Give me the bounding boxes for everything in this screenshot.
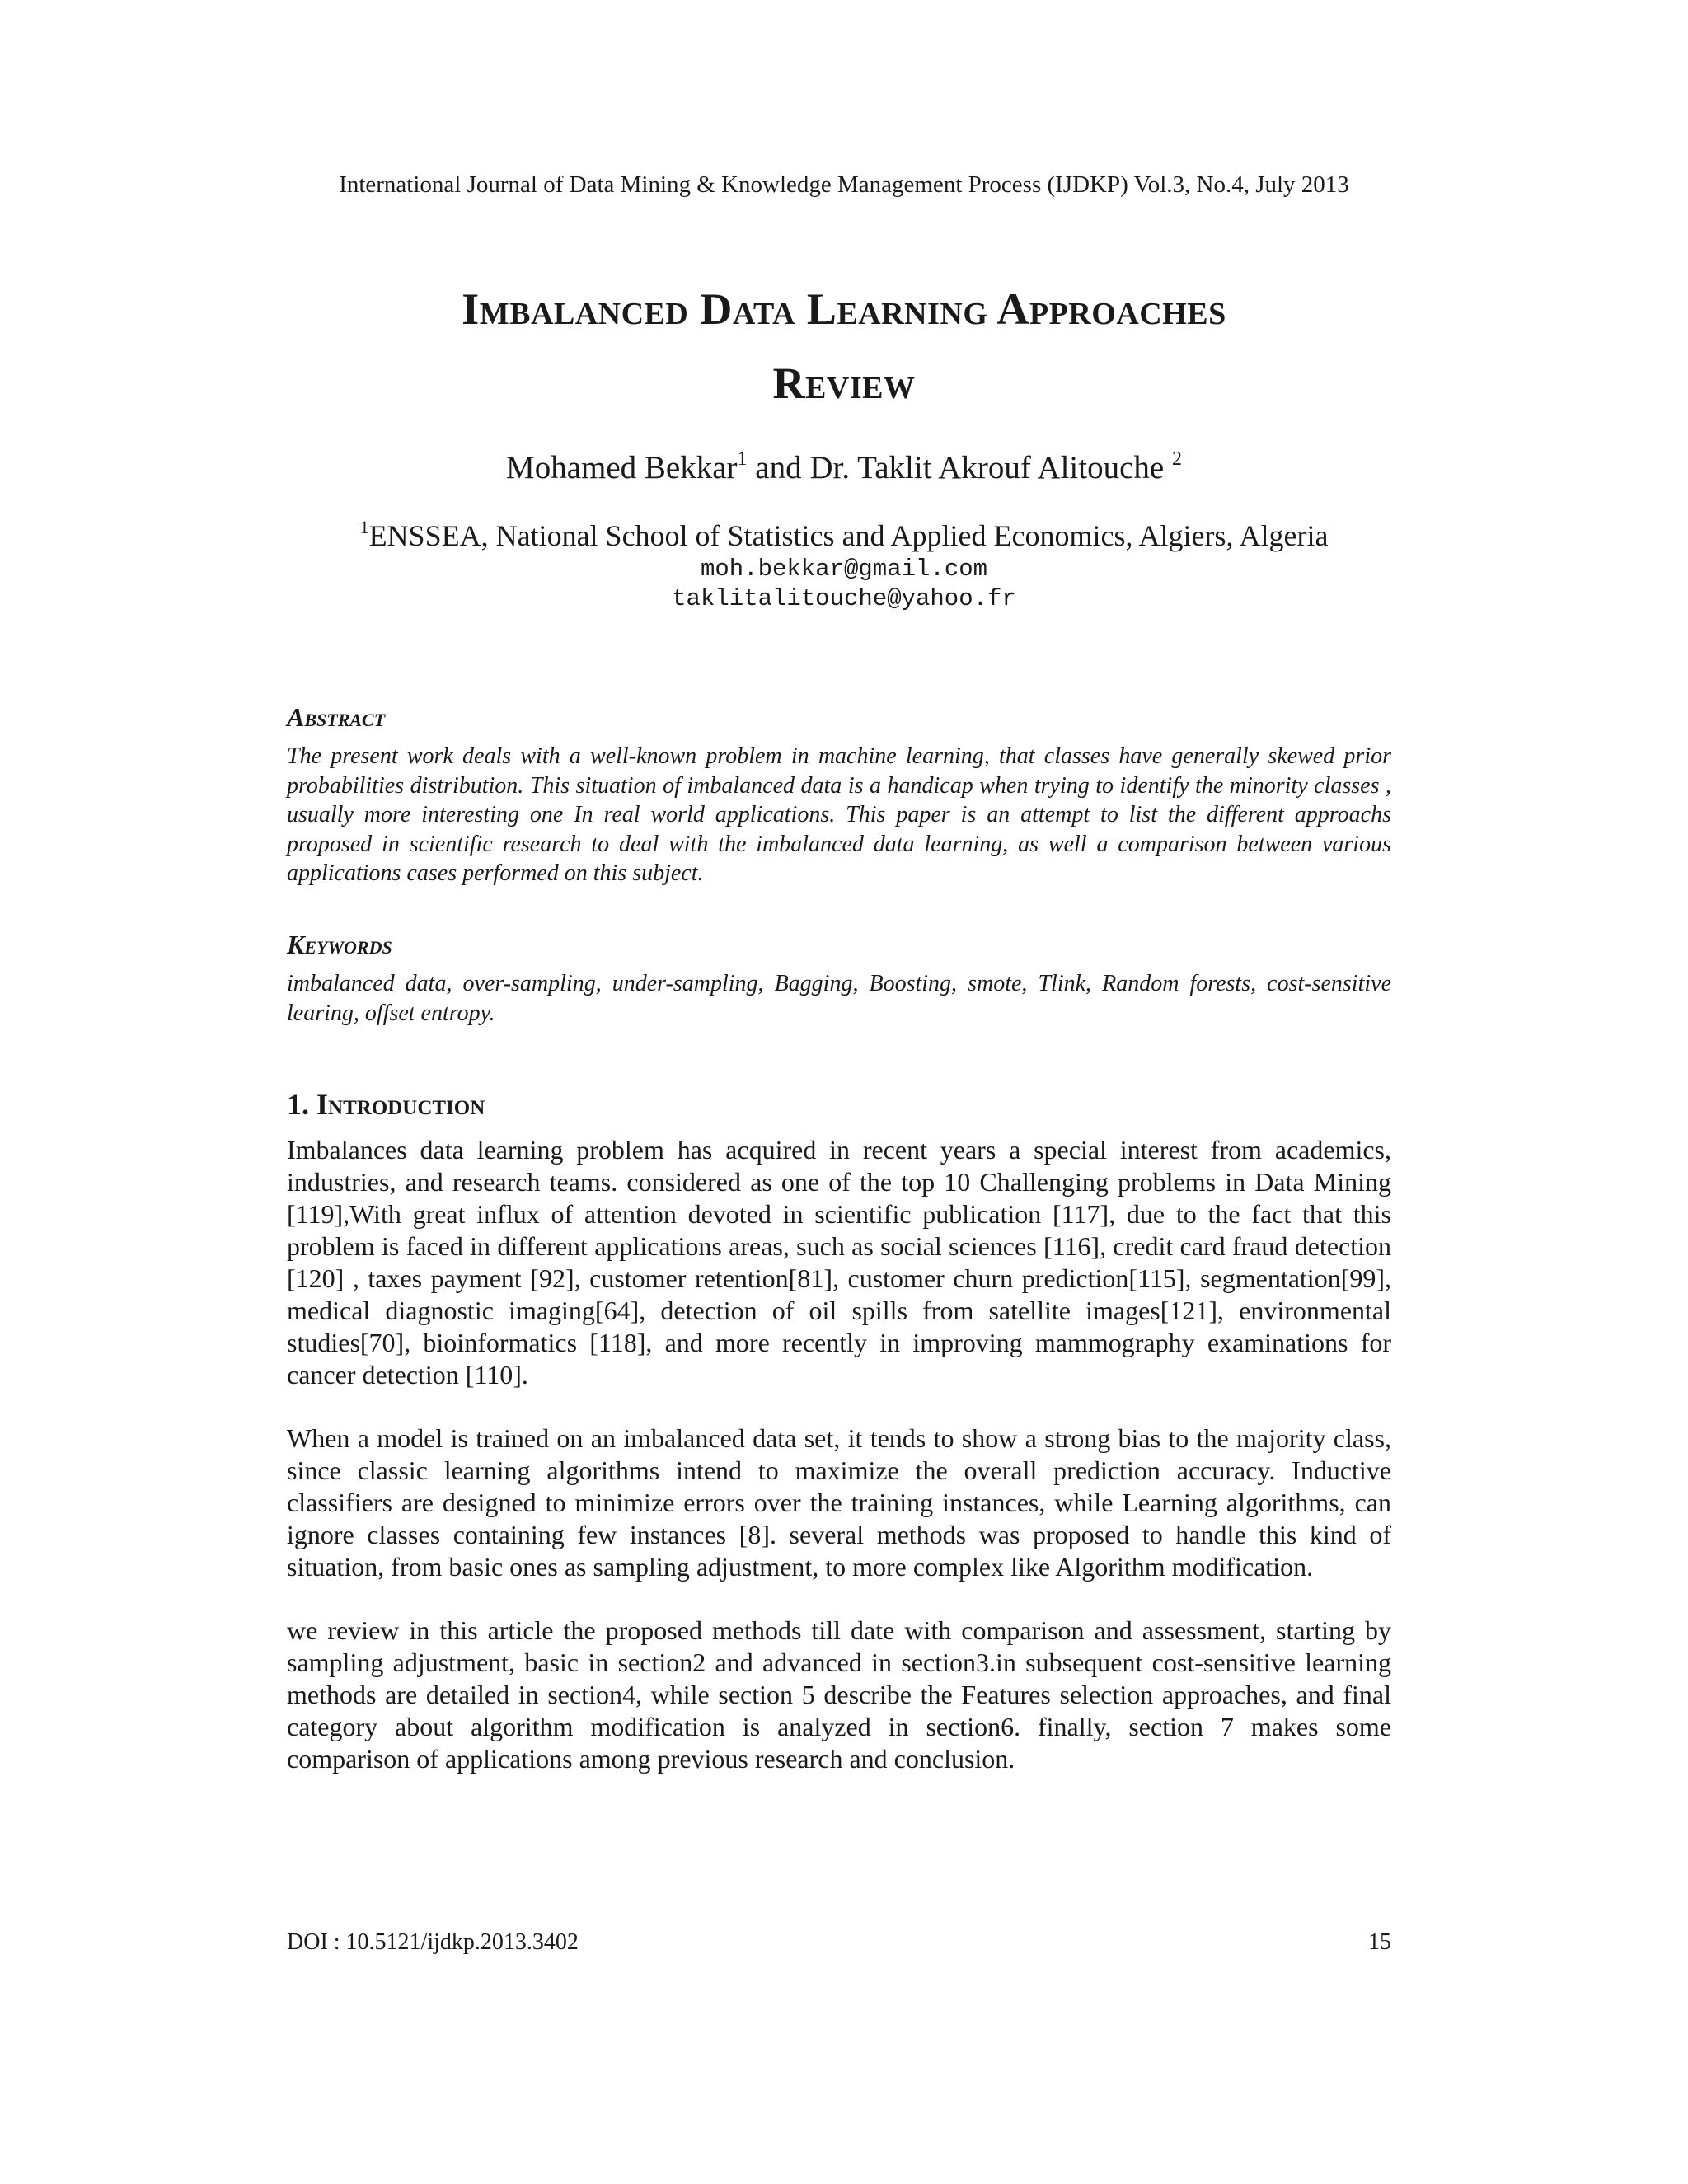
intro-paragraph-2: When a model is trained on an imbalanced data set, it tends to show a strong bias to the majority class, since classic learning algorithms intend to maximize the overall prediction accuracy. Inductive classifiers are designed to minimize errors over the training instances, while Learning algorithms, can ignore classes containing few instances [8]. several methods was proposed to handle this kind of situation, from basic ones as sampling adjustment, to more complex like Algorithm modification. [287, 1423, 1391, 1582]
author-joiner: and Dr. Taklit Akrouf Alitouche [747, 450, 1172, 485]
title-line-2: Review [772, 359, 916, 408]
title-line-1: Imbalanced Data Learning Approaches [462, 284, 1226, 334]
affiliation [247, 518, 1441, 554]
abstract-heading: Abstract [287, 702, 386, 732]
footer-doi: DOI : 10.5121/ijdkp.2013.3402 [287, 1929, 579, 1955]
introduction-section [287, 1086, 1391, 1775]
email-author-2: taklitalitouche@yahoo.fr [672, 585, 1016, 612]
email-author-1: moh.bekkar@gmail.com [700, 555, 988, 583]
intro-paragraph-1: Imbalances data learning problem has acquired in recent years a special interest from academics, industries, and research teams. considered as one of the top 10 Challenging problems in Data Mining [119],With great influx of attention devoted in scientific publication [117], due to the fact that this problem is faced in different applications areas, such as social sciences [116], credit card fraud detection [120] , taxes payment [92], customer retention[81], customer churn prediction[115], segmentation[99], medical diagnostic imaging[64], detection of oil spills from satellite images[121], environmental studies[70], bioinformatics [118], and more recently in improving mammography examinations for cancer detection [110]. [287, 1135, 1391, 1390]
page-number: 15 [1368, 1929, 1391, 1955]
abstract-section [287, 701, 1391, 888]
abstract-text: The present work deals with a well-known problem in machine learning, that classes have generally skewed prior probabilities distribution. This situation of imbalanced data is a handicap when trying to identify the minority classes , usually more interesting one In real world applications. This paper is an attempt to list the different approachs proposed in scientific research to deal with the imbalanced data learning, as well a comparison between various applications cases performed on this subject. [287, 743, 1391, 886]
author-1-superscript: 1 [737, 448, 748, 470]
affiliation-superscript: 1 [359, 517, 369, 537]
author-line [247, 449, 1441, 487]
keywords-heading: Keywords [287, 930, 392, 959]
affiliation-text: ENSSEA, National School of Statistics and Applied Economics, Algiers, Algeria [368, 519, 1329, 552]
running-header: International Journal of Data Mining & Knowledge Management Process (IJDKP) Vol.3, No.4, July 2013 [339, 171, 1349, 198]
introduction-heading: 1. Introduction [287, 1088, 485, 1121]
keywords-text: imbalanced data, over-sampling, under-sampling, Bagging, Boosting, smote, Tlink, Random forests, cost-sensitive learing, offset entropy. [287, 971, 1391, 1026]
keywords-section [287, 928, 1391, 1028]
author-1: Mohamed Bekkar [506, 450, 738, 485]
paper-title [247, 272, 1441, 420]
author-2-superscript: 2 [1171, 448, 1182, 470]
intro-paragraph-3: we review in this article the proposed methods till date with comparison and assessment, starting by sampling adjustment, basic in section2 and advanced in section3.in subsequent cost-sensitive learning methods are detailed in section4, while section 5 describe the Features selection approaches, and final category about algorithm modification is analyzed in section6. finally, section 7 makes some comparison of applications among previous research and conclusion. [287, 1615, 1391, 1774]
